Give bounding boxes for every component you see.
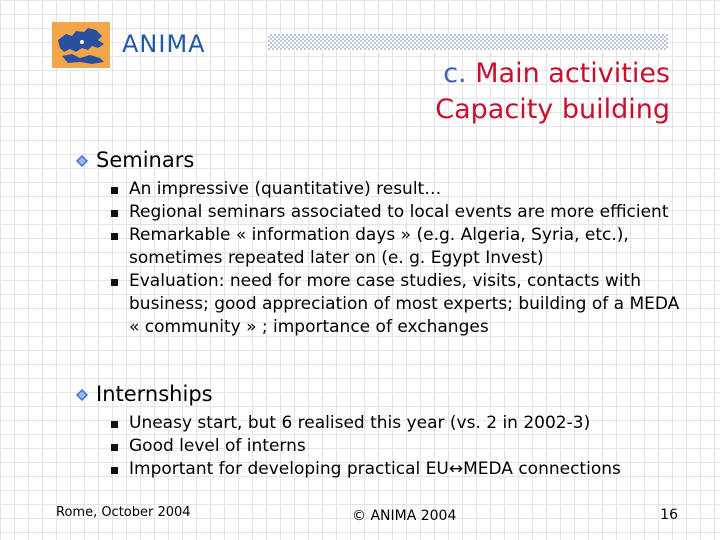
list-item: Evaluation: need for more case studies, visits, contacts with business; good appreciation of most experts; building of a MEDA « community » ; importance of exchanges <box>110 270 680 339</box>
list-item: Good level of interns <box>110 435 680 458</box>
section-heading-seminars <box>76 147 194 173</box>
section-heading-internships <box>76 381 213 407</box>
slide-title <box>435 56 670 128</box>
footer-copyright: © ANIMA 2004 <box>352 508 457 524</box>
list-item: Uneasy start, but 6 realised this year (vs. 2 in 2002-3) <box>110 412 680 435</box>
header-pattern-bar <box>268 34 668 50</box>
section-heading-text: Internships <box>96 382 213 406</box>
diamond-bullet-icon <box>76 389 88 401</box>
list-item: An impressive (quantitative) result… <box>110 178 680 201</box>
title-number: c. <box>443 58 467 89</box>
section-heading-text: Seminars <box>96 148 195 172</box>
footer-date: Rome, October 2004 <box>56 505 191 520</box>
internships-list <box>110 412 680 481</box>
seminars-list <box>110 178 680 339</box>
list-item: Regional seminars associated to local events are more efficient <box>110 201 680 224</box>
logo-text: ANIMA <box>122 30 206 58</box>
title-line-1: Main activities <box>475 58 670 89</box>
anima-logo-icon <box>52 22 110 68</box>
title-line-2: Capacity building <box>435 94 670 125</box>
page-number: 16 <box>660 507 678 523</box>
list-item: Remarkable « information days » (e.g. Algeria, Syria, etc.), sometimes repeated later on (e. g. Egypt Invest) <box>110 224 680 270</box>
list-item: Important for developing practical EU↔MEDA connections <box>110 458 680 481</box>
diamond-bullet-icon <box>76 155 88 167</box>
